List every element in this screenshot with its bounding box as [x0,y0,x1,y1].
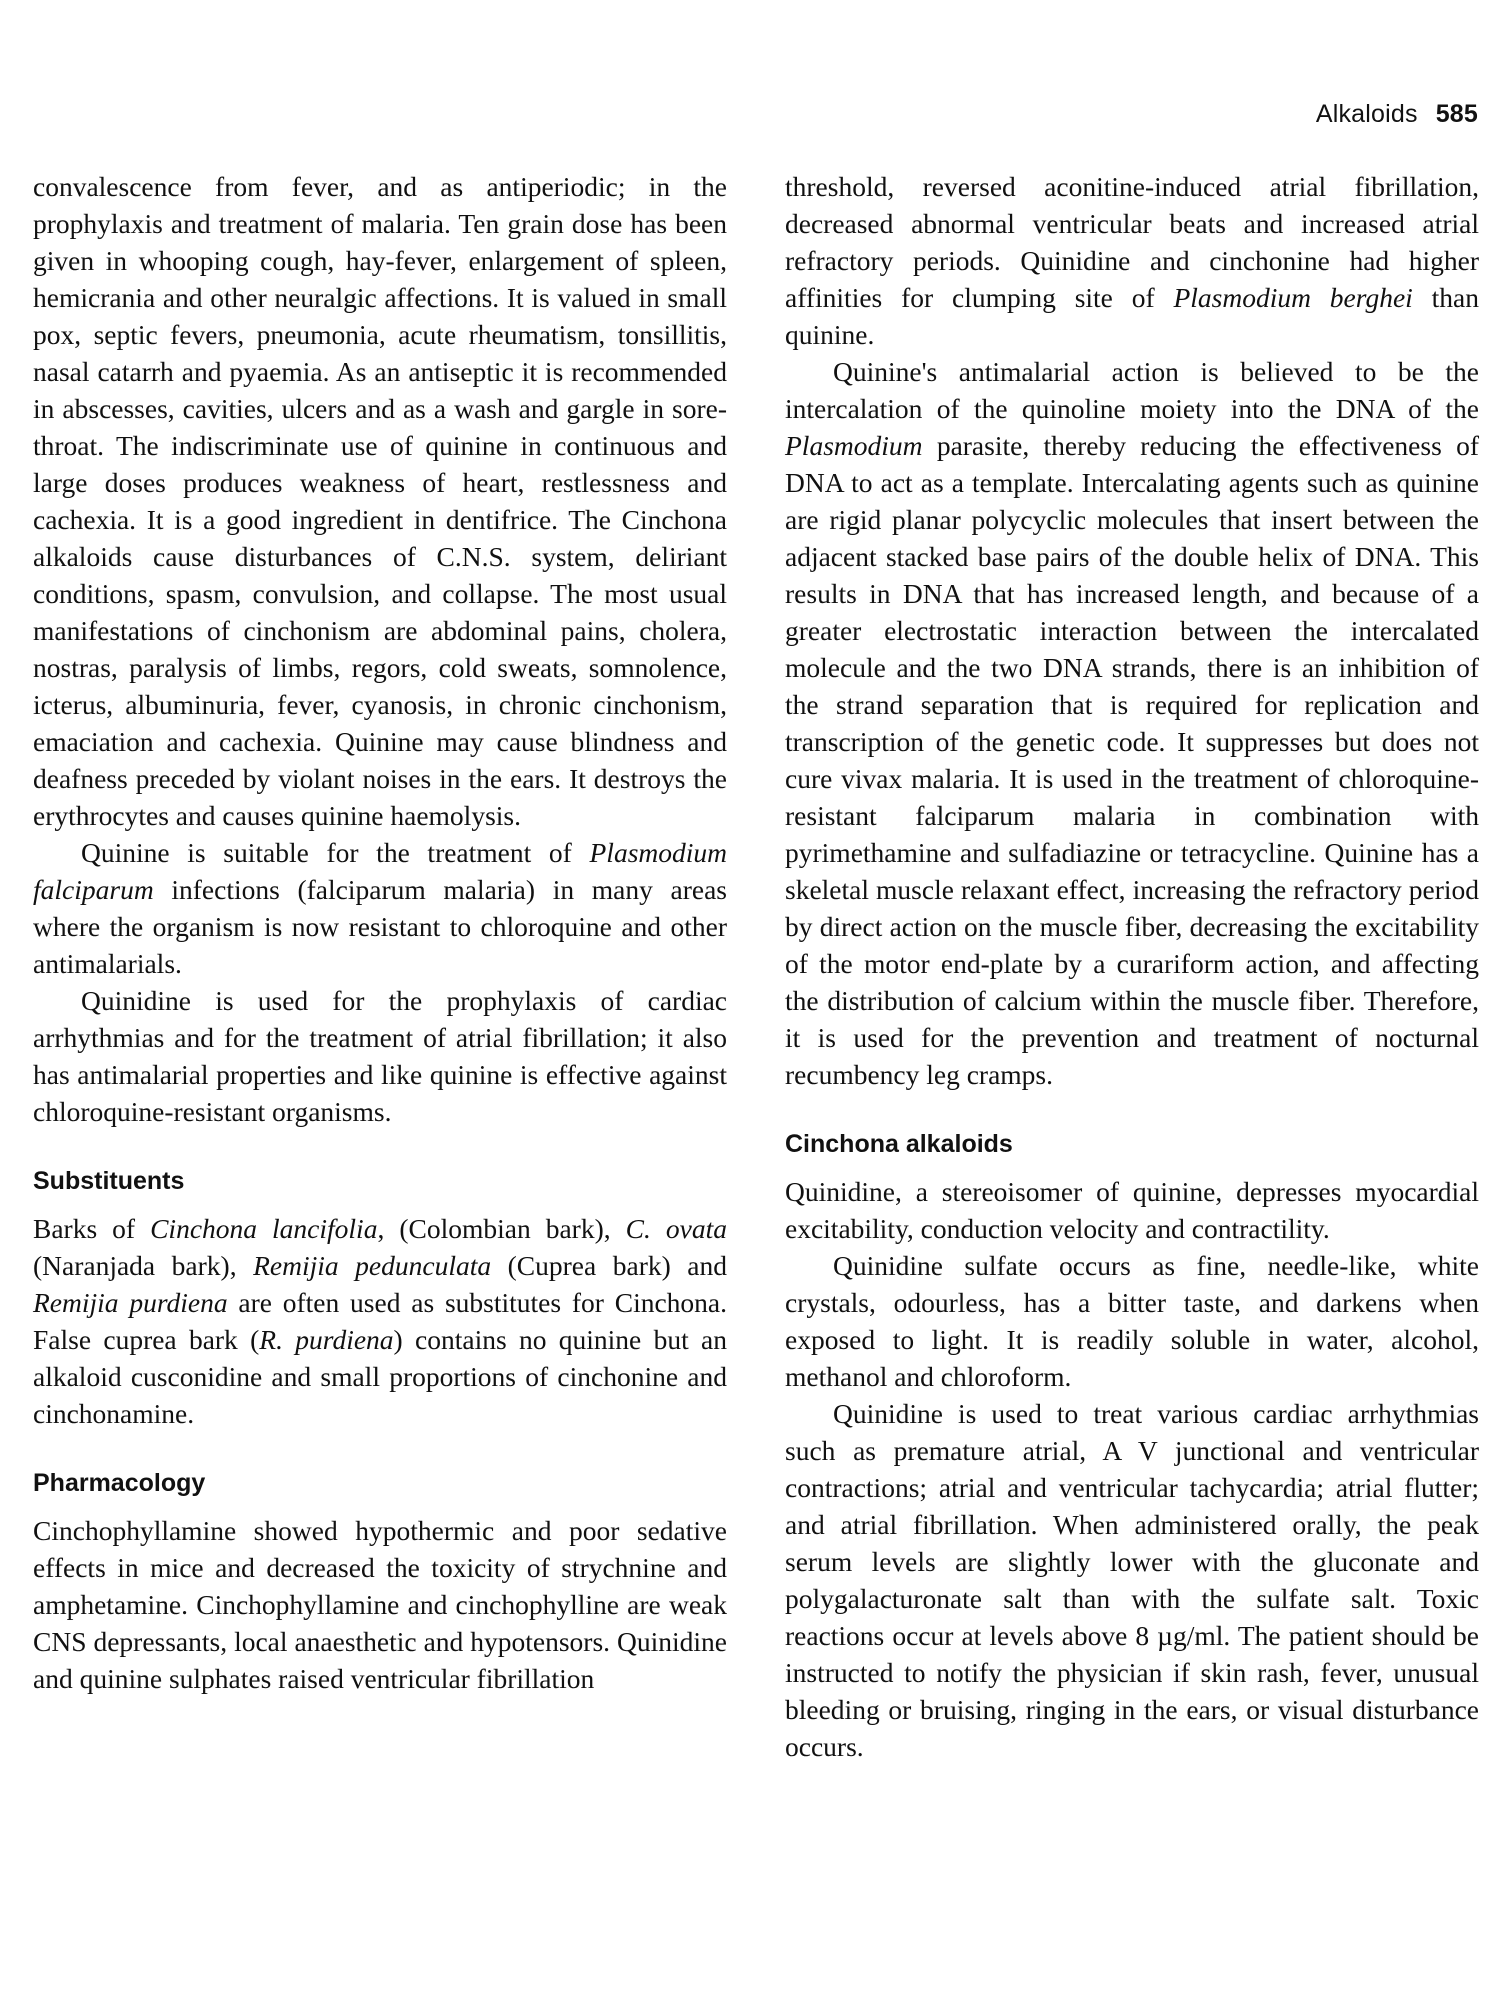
paragraph-pharmacology: Cinchophyllamine showed hypothermic and poor sedative effects in mice and decreased the toxicity of strychnine and amphetamine. Cinchophyllamine and cinchophylline are weak CNS depressants, local anaesthetic and hypotensors. Quinidine and quinine sulphates raised ventricular fibrillation [33,1515,727,1694]
species-name: Plasmodium falciparum [33,837,727,905]
paragraph-substituents: Barks of Cinchona lancifolia, (Colombian bark), C. ovata (Naranjada bark), Remijia pedunculata (Cuprea bark) and Remijia purdiena are often used as substitutes for Cinchona. False cuprea bark (R. purdiena) contains no quinine but an alkaloid cusconidine and small proportions of cinchonine and cinchonamine. [33,1213,727,1429]
right-column [785,168,1479,1765]
paragraph-clinical-uses: convalescence from fever, and as antiperiodic; in the prophylaxis and treatment of malaria. Ten grain dose has been given in whooping cough, hay-fever, enlargement of spleen, hemicrania and other neuralgic affections. It is valued in small pox, septic fevers, pneumonia, acute rheumatism, tonsillitis, nasal catarrh and pyaemia. As an antiseptic it is recommended in abscesses, cavities, ulcers and as a wash and gargle in sore-throat. The indiscriminate use of quinine in continuous and large doses produces weakness of heart, restlessness and cachexia. It is a good ingredient in dentifrice. The Cinchona alkaloids cause disturbances of C.N.S. system, deliriant conditions, spasm, convulsion, and collapse. The most usual manifestations of cinchonism are abdominal pains, cholera, nostras, paralysis of limbs, regors, cold sweats, somnolence, icterus, albuminuria, fever, cyanosis, in chronic cinchonism, emaciation and cachexia. Quinine may cause blindness and deafness preceded by violant noises in the ears. It destroys the erythrocytes and causes quinine haemolysis. [33,171,727,831]
species-name: Plasmodium berghei [1173,282,1413,313]
paragraph-quinidine-arrhythmias: Quinidine is used to treat various cardiac arrhythmias such as premature atrial, A V junctional and ventricular contractions; atrial and ventricular tachycardia; atrial flutter; and atrial fibrillation. When administered orally, the peak serum levels are slightly lower with the gluconate and polygalacturonate salt than with the sulfate salt. Toxic reactions occur at levels above 8 µg/ml. The patient should be instructed to notify the physician if skin rash, fever, unusual bleeding or bruising, ringing in the ears, or visual disturbance occurs. [785,1398,1479,1762]
paragraph-fibrillation-threshold: threshold, reversed aconitine-induced atrial fibrillation, decreased abnormal ventricular beats and increased atrial refractory periods. Quinidine and cinchonine had higher affinities for clumping site of Plasmodium berghei than quinine. [785,171,1479,350]
paragraph-antimalarial-action: Quinine's antimalarial action is believed to be the intercalation of the quinoline moiety into the DNA of the Plasmodium parasite, thereby reducing the effectiveness of DNA to act as a template. Intercalating agents such as quinine are rigid planar polycyclic molecules that insert between the adjacent stacked base pairs of the double helix of DNA. This results in DNA that has increased length, and because of a greater electrostatic interaction between the intercalated molecule and the two DNA strands, there is an inhibition of the strand separation that is required for replication and transcription of the genetic code. It suppresses but does not cure vivax malaria. It is used in the treatment of chloroquine-resistant falciparum malaria in combination with pyrimethamine and sulfadiazine or tetracycline. Quinine has a skeletal muscle relaxant effect, increasing the refractory period by direct action on the muscle fiber, decreasing the excitability of the motor end-plate by a curariform action, and affecting the distribution of calcium within the muscle fiber. Therefore, it is used for the prevention and treatment of nocturnal recumbency leg cramps. [785,356,1479,1090]
page-number: 585 [1435,100,1478,128]
running-head-title: Alkaloids [1315,100,1418,128]
heading-substituents: Substituents [33,1167,185,1195]
running-head [1316,100,1478,129]
paragraph-quinidine-prophylaxis: Quinidine is used for the prophylaxis of cardiac arrhythmias and for the treatment of atrial fibrillation; it also has antimalarial properties and like quinine is effective against chloroquine-resistant organisms. [33,985,727,1127]
heading-pharmacology: Pharmacology [33,1469,206,1497]
paragraph-quinidine-sulfate: Quinidine sulfate occurs as fine, needle-like, white crystals, odourless, has a bitter taste, and darkens when exposed to light. It is readily soluble in water, alcohol, methanol and chloroform. [785,1250,1479,1392]
left-column [33,168,727,1697]
paragraph-quinidine-stereoisomer: Quinidine, a stereoisomer of quinine, depresses myocardial excitability, conduction velocity and contractility. [785,1176,1479,1244]
paragraph-falciparum: Quinine is suitable for the treatment of Plasmodium falciparum infections (falciparum malaria) in many areas where the organism is now resistant to chloroquine and other antimalarials. [33,837,727,979]
genus-name: Plasmodium [785,430,923,461]
heading-cinchona-alkaloids: Cinchona alkaloids [785,1130,1013,1158]
